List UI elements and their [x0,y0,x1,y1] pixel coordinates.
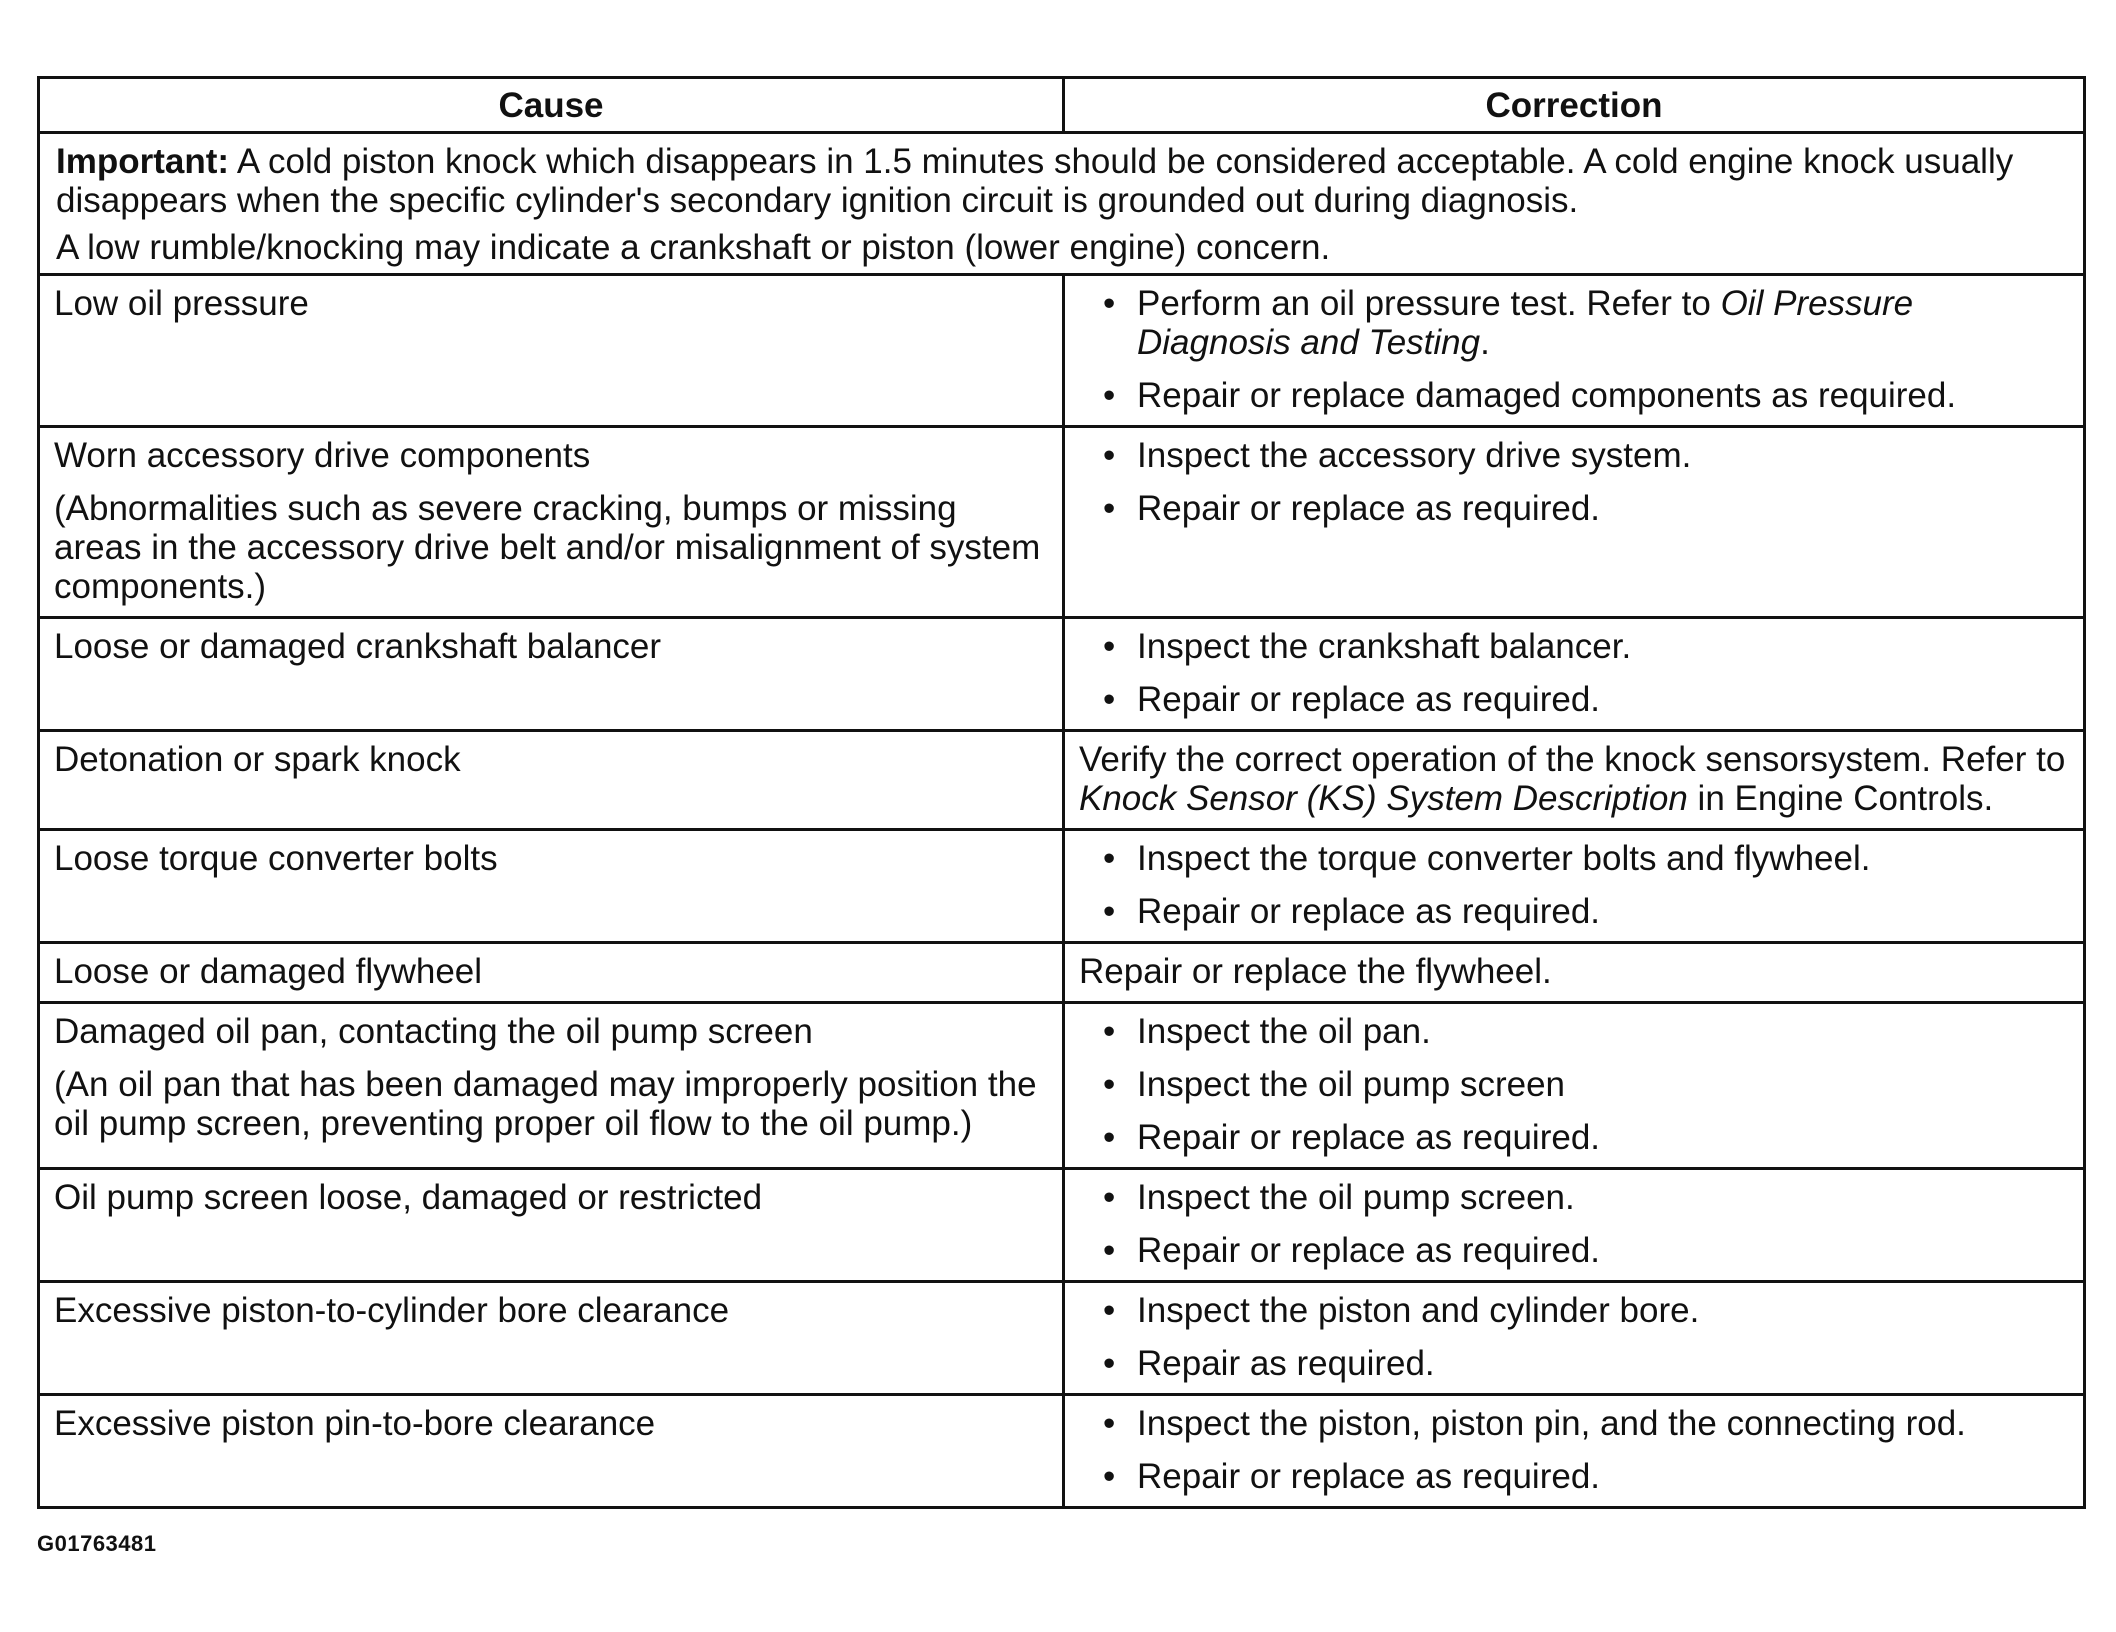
cause-detail: (Abnormalities such as severe cracking, bumps or missing areas in the accessory drive belt and/or misalignment of system components.) [54,489,1041,606]
bullet-icon: • [1103,1231,1116,1270]
important-note-row [39,133,2085,275]
correction-step [1079,839,2069,878]
correction-step [1079,1178,2069,1217]
bullet-icon: • [1103,1065,1116,1104]
correction-cell [1064,427,2085,618]
correction-cell [1064,1395,2085,1508]
table-row [39,427,2085,618]
important-label: Important: [56,142,230,181]
correction-step [1079,376,2069,415]
cause-cell [39,830,1064,943]
cause-cell [39,1169,1064,1282]
correction-steps [1079,627,2069,719]
correction-steps [1079,1012,2069,1157]
correction-step [1079,1118,2069,1157]
correction-step [1079,1404,2069,1443]
cause-text: Loose torque converter bolts [54,839,498,878]
correction-paragraph [1079,952,2069,991]
bullet-icon: • [1103,1457,1116,1496]
correction-cell [1064,1003,2085,1169]
correction-steps [1079,284,2069,415]
correction-text: Inspect the oil pan. [1137,1012,1431,1051]
correction-steps [1079,1178,2069,1270]
reference-link-text: Oil Pressure Diagnosis and Testing [1137,284,1914,362]
important-note-paragraph [56,142,2067,220]
important-text: A cold piston knock which disappears in 1.5 minutes should be considered acceptable. A cold engine knock usually disappears when the specific cylinder's secondary ignition circuit is grounded out during diagnosis. [56,142,2014,220]
bullet-icon: • [1103,284,1116,323]
correction-text: Repair or replace as required. [1137,892,1601,931]
correction-step [1079,680,2069,719]
header-cause: Cause [39,78,1064,133]
correction-step [1079,1065,2069,1104]
important-note [39,133,2085,275]
bullet-icon: • [1103,1012,1116,1051]
correction-cell [1064,1282,2085,1395]
bullet-icon: • [1103,1291,1116,1330]
correction-text: Repair or replace as required. [1137,489,1601,528]
correction-step [1079,1012,2069,1051]
table-row [39,1003,2085,1169]
cause-detail: (An oil pan that has been damaged may improperly position the oil pump screen, preventing proper oil flow to the oil pump.) [54,1065,1037,1143]
correction-text-tail: . [1480,323,1490,362]
correction-steps [1079,1291,2069,1383]
bullet-icon: • [1103,1344,1116,1383]
cause-correction-table [37,76,2086,1509]
table-row [39,731,2085,830]
correction-step [1079,1457,2069,1496]
cause-text: Damaged oil pan, contacting the oil pump screen [54,1012,813,1051]
correction-step [1079,489,2069,528]
correction-text: Inspect the torque converter bolts and flywheel. [1137,839,1871,878]
correction-step [1079,1231,2069,1270]
figure-id: G01763481 [37,1531,157,1556]
correction-cell [1064,731,2085,830]
cause-cell [39,731,1064,830]
bullet-icon: • [1103,1178,1116,1217]
bullet-icon: • [1103,839,1116,878]
correction-text: Verify the correct operation of the knock sensorsystem. Refer to [1079,740,2066,779]
correction-cell [1064,943,2085,1003]
table-row [39,618,2085,731]
cause-cell [39,1282,1064,1395]
correction-text: Inspect the oil pump screen. [1137,1178,1575,1217]
table-row [39,1395,2085,1508]
diagnosis-document [37,76,2083,1557]
correction-text: Repair or replace damaged components as required. [1137,376,1957,415]
table-row [39,1282,2085,1395]
table-row [39,943,2085,1003]
correction-steps [1079,436,2069,528]
bullet-icon: • [1103,680,1116,719]
table-row [39,830,2085,943]
cause-text: Excessive piston-to-cylinder bore clearance [54,1291,730,1330]
header-correction: Correction [1064,78,2085,133]
correction-text: Inspect the piston and cylinder bore. [1137,1291,1700,1330]
correction-text: Repair or replace as required. [1137,680,1601,719]
correction-cell [1064,830,2085,943]
correction-cell [1064,618,2085,731]
correction-paragraph [1079,740,2069,818]
bullet-icon: • [1103,1118,1116,1157]
cause-cell [39,943,1064,1003]
correction-step [1079,892,2069,931]
cause-text: Worn accessory drive components [54,436,591,475]
correction-text: Perform an oil pressure test. Refer to [1137,284,1721,323]
correction-step [1079,1291,2069,1330]
table-body [39,133,2085,1508]
reference-link-text: Knock Sensor (KS) System Description [1079,779,1688,818]
correction-steps [1079,839,2069,931]
bullet-icon: • [1103,436,1116,475]
correction-step [1079,284,2069,362]
bullet-icon: • [1103,627,1116,666]
cause-cell [39,427,1064,618]
cause-text: Detonation or spark knock [54,740,461,779]
correction-text: Inspect the oil pump screen [1137,1065,1566,1104]
correction-text-tail: in Engine Controls. [1687,779,1994,818]
correction-text: Repair or replace as required. [1137,1118,1601,1157]
cause-cell [39,1395,1064,1508]
bullet-icon: • [1103,892,1116,931]
rumble-note: A low rumble/knocking may indicate a crankshaft or piston (lower engine) concern. [56,228,1331,267]
correction-cell [1064,1169,2085,1282]
correction-steps [1079,1404,2069,1496]
cause-text: Loose or damaged crankshaft balancer [54,627,662,666]
cause-cell [39,1003,1064,1169]
bullet-icon: • [1103,489,1116,528]
correction-text: Inspect the crankshaft balancer. [1137,627,1632,666]
header-row [39,78,2085,133]
correction-step [1079,436,2069,475]
cause-text: Loose or damaged flywheel [54,952,483,991]
cause-text: Excessive piston pin-to-bore clearance [54,1404,656,1443]
bullet-icon: • [1103,376,1116,415]
table-row [39,1169,2085,1282]
correction-cell [1064,275,2085,427]
bullet-icon: • [1103,1404,1116,1443]
correction-text: Repair or replace as required. [1137,1457,1601,1496]
correction-text: Repair or replace the flywheel. [1079,952,1552,991]
cause-text: Oil pump screen loose, damaged or restricted [54,1178,763,1217]
correction-text: Repair or replace as required. [1137,1231,1601,1270]
correction-step [1079,1344,2069,1383]
correction-step [1079,627,2069,666]
correction-text: Inspect the accessory drive system. [1137,436,1692,475]
cause-cell [39,618,1064,731]
cause-cell [39,275,1064,427]
table-row [39,275,2085,427]
cause-text: Low oil pressure [54,284,309,323]
correction-text: Repair as required. [1137,1344,1435,1383]
correction-text: Inspect the piston, piston pin, and the connecting rod. [1137,1404,1966,1443]
